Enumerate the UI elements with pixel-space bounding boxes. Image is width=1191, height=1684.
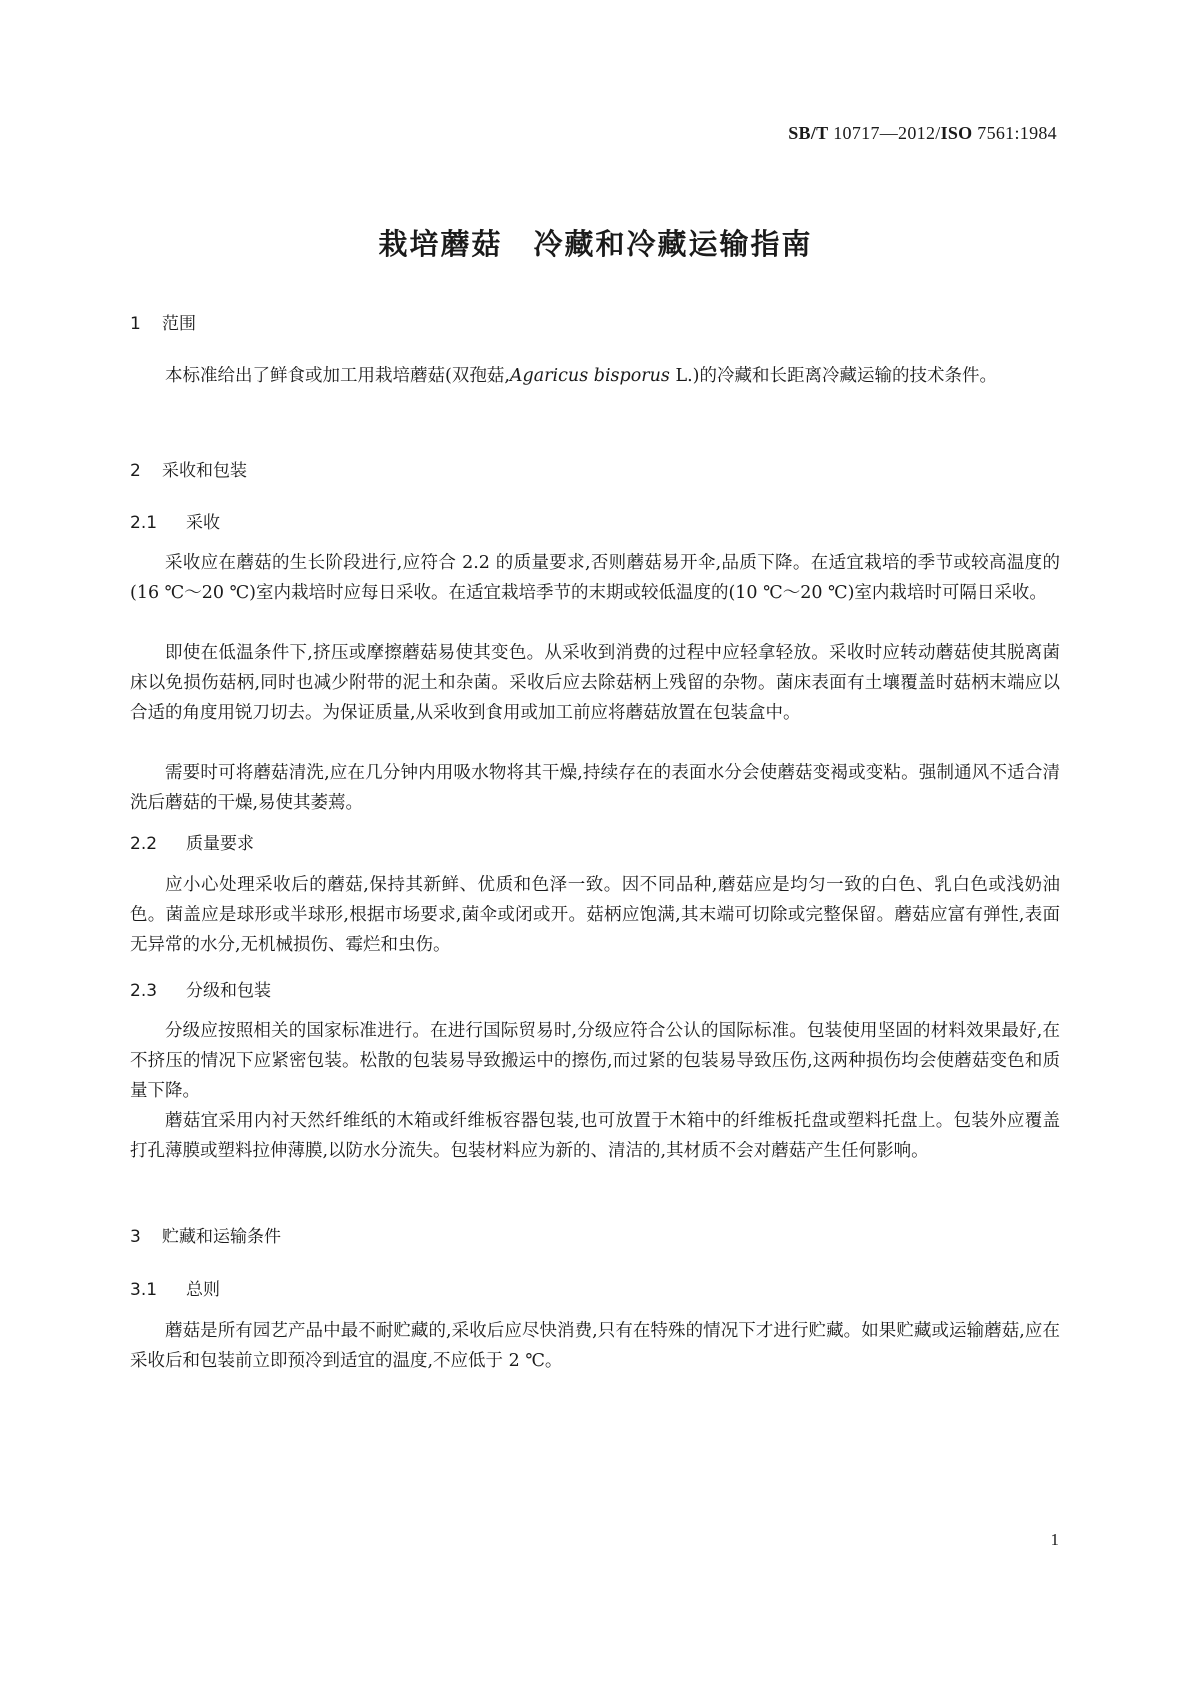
section-number: 1 [130,314,141,334]
section-heading-2 [130,456,247,481]
section-number: 3 [130,1227,141,1247]
subsection-title: 总则 [186,1280,220,1300]
subsection-heading-2-1 [130,508,220,533]
subsection-title: 质量要求 [186,834,254,854]
paragraph-harvest-2: 即使在低温条件下,挤压或摩擦蘑菇易使其变色。从采收到消费的过程中应轻拿轻放。采收时应转动蘑菇使其脱离菌床以免损伤菇柄,同时也减少附带的泥土和杂菌。采收后应去除菇柄上残留的杂物。菌床表面有土壤覆盖时菇柄末端应以合适的角度用锐刀切去。为保证质量,从采收到食用或加工前应将蘑菇放置在包装盒中。 [130,643,1060,723]
paragraph-scope [130,361,1060,391]
section-heading-1 [130,309,196,334]
subsection-number: 3.1 [130,1280,158,1300]
page-number: 1 [1050,1530,1059,1549]
subsection-number: 2.1 [130,513,158,533]
subsection-title: 分级和包装 [186,981,271,1001]
subsection-heading-3-1 [130,1275,220,1300]
subsection-heading-2-2 [130,829,254,854]
section-heading-3 [130,1222,281,1247]
section-title: 范围 [162,314,196,334]
document-title: 栽培蘑菇 冷藏和冷藏运输指南 [378,227,813,261]
paragraph-harvest-3: 需要时可将蘑菇清洗,应在几分钟内用吸水物将其干燥,持续存在的表面水分会使蘑菇变褐或变粘。强制通风不适合清洗后蘑菇的干燥,易使其萎蔫。 [130,763,1060,813]
standard-code-iso-number: 7561:1984 [972,123,1057,143]
paragraph-harvest-1: 采收应在蘑菇的生长阶段进行,应符合 2.2 的质量要求,否则蘑菇易开伞,品质下降。在适宜栽培的季节或较高温度的(16 ℃～20 ℃)室内栽培时应每日采收。在适宜栽培季节的末期或较低温度的(10 ℃～20 ℃)室内栽培时可隔日采收。 [130,553,1060,603]
section-title: 采收和包装 [162,461,247,481]
standard-code-iso: ISO [940,123,973,143]
standard-code-number: 10717—2012/ [828,123,941,143]
paragraph-text: L.)的冷藏和长距离冷藏运输的技术条件。 [669,366,997,386]
section-number: 2 [130,461,141,481]
standard-code [788,123,1057,144]
paragraph-text: 本标准给出了鲜食或加工用栽培蘑菇(双孢菇, [165,366,510,386]
standard-code-sb: SB/T [788,123,829,143]
subsection-number: 2.3 [130,981,158,1001]
subsection-number: 2.2 [130,834,158,854]
paragraph-general: 蘑菇是所有园艺产品中最不耐贮藏的,采收后应尽快消费,只有在特殊的情况下才进行贮藏。如果贮藏或运输蘑菇,应在采收后和包装前立即预冷到适宜的温度,不应低于 2 ℃。 [130,1321,1060,1371]
paragraph-quality: 应小心处理采收后的蘑菇,保持其新鲜、优质和色泽一致。因不同品种,蘑菇应是均匀一致的白色、乳白色或浅奶油色。菌盖应是球形或半球形,根据市场要求,菌伞或闭或开。菇柄应饱满,其末端可切除或完整保留。蘑菇应富有弹性,表面无异常的水分,无机械损伤、霉烂和虫伤。 [130,875,1060,955]
latin-name: Agaricus bisporus [509,366,670,386]
paragraph-grading-1: 分级应按照相关的国家标准进行。在进行国际贸易时,分级应符合公认的国际标准。包装使用坚固的材料效果最好,在不挤压的情况下应紧密包装。松散的包装易导致搬运中的擦伤,而过紧的包装易导致压伤,这两种损伤均会使蘑菇变色和质量下降。 [130,1021,1060,1101]
subsection-title: 采收 [186,513,220,533]
section-title: 贮藏和运输条件 [162,1227,281,1247]
paragraph-grading-2: 蘑菇宜采用内衬天然纤维纸的木箱或纤维板容器包装,也可放置于木箱中的纤维板托盘或塑料托盘上。包装外应覆盖打孔薄膜或塑料拉伸薄膜,以防水分流失。包装材料应为新的、清洁的,其材质不会对蘑菇产生任何影响。 [130,1111,1060,1161]
subsection-heading-2-3 [130,976,271,1001]
